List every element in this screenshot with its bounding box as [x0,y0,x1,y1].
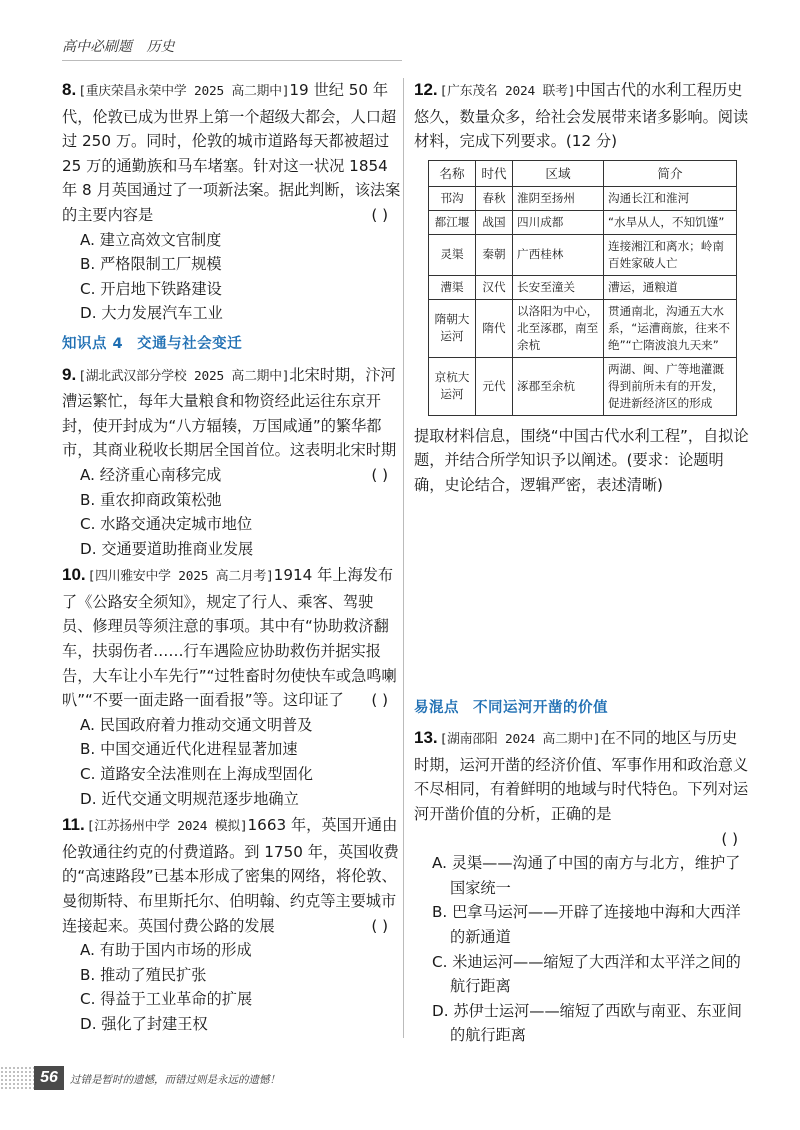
cell-intro: “水旱从人，不知饥馑” [604,210,737,234]
question-number: 9. [62,364,77,384]
cell-era: 春秋 [476,186,513,210]
question-stem: 中国古代的水利工程历史悠久，数量众多，给社会发展带来诸多影响。阅读材料，完成下列要求。(12 分) [414,81,749,151]
column-divider [403,78,404,1038]
option-a: A. 建立高效文官制度 [80,230,222,249]
header-name: 名称 [429,160,476,186]
cell-era: 汉代 [476,275,513,299]
cell-era: 战国 [476,210,513,234]
water-projects-table [428,160,737,416]
question-source: [广东茂名 2024 联考] [439,84,576,99]
option-d: D. 大力发展汽车工业 [80,304,223,323]
right-column [414,78,752,1050]
option-d: D. 交通要道助推商业发展 [80,539,254,558]
option-c: C. 米迪运河——缩短了大西洋和太平洋之间的航行距离 [432,952,741,996]
question-number: 10. [62,565,86,585]
question-source: [重庆荣昌永荣中学 2025 高二期中] [78,84,290,99]
option-a: A. 有助于国内市场的形成 [80,941,252,960]
section-title: 交通与社会变迁 [137,335,243,352]
header-intro: 简介 [604,160,737,186]
cell-area: 四川成都 [513,210,604,234]
option-d: D. 近代交通文明规范逐步地确立 [80,789,299,808]
question-stem: 在不同的地区与历史时期，运河开凿的经济价值、军事作用和政治意义不尽相同，有着鲜明的地域与时代特色。下列对运河开凿价值的分析，正确的是 [414,729,749,823]
question-source: [湖北武汉部分学校 2025 高二期中] [78,368,290,384]
option-b: B. 巴拿马运河——开辟了连接地中海和大西洋的新通道 [432,903,741,946]
table-header-row [429,160,737,186]
question-source: [四川雅安中学 2025 高二月考] [87,569,274,585]
cell-intro: 贯通南北，沟通五大水系，“运漕商旅，往来不绝”“亡隋波浪九天来” [604,299,737,357]
page-header [62,36,402,61]
question-stem: 北宋时期，汴河漕运繁忙，每年大量粮食和物资经此运往东京开封，使开封成为“八方辐辏，万国咸通”的繁华都市，其商业税收长期居全国首位。这表明北宋时期 [62,365,397,460]
cell-name: 漕渠 [429,275,476,299]
question-9 [62,363,402,562]
answer-bracket: ( ) [721,829,738,848]
cell-intro: 沟通长江和淮河 [604,186,737,210]
option-b: B. 推动了殖民扩张 [80,965,207,984]
answer-bracket: ( ) [371,691,388,710]
header-area: 区域 [513,160,604,186]
table-row [429,186,737,210]
question-number: 13. [414,728,438,748]
question-10 [62,563,402,811]
question-source: [江苏扬州中学 2024 模拟] [86,819,248,835]
answer-space [414,500,752,690]
question-stem: 1914 年上海发布了《公路安全须知》，规定了行人、乘客、驾驶员、修理员等须注意的事项。其中有“协助救济翻车，扶弱伤者……行车遇险应协助救伤并据实报告，大车让小车先行”“过牲畜时勿使快车或急鸣喇叭”“不要一面走路一面看报”等。这印证了 [62,566,397,710]
question-number: 8. [62,80,77,99]
cell-area: 淮阴至扬州 [513,186,604,210]
option-c: C. 开启地下铁路建设 [80,279,222,298]
section-label: 知识点 4 [62,335,124,352]
cell-era: 隋代 [476,299,513,357]
option-c: C. 得益于工业革命的扩展 [80,990,253,1009]
answer-bracket: ( ) [371,916,388,935]
option-b: B. 中国交通近代化进程显著加速 [80,740,298,759]
table-row [429,299,737,357]
table-row [429,275,737,299]
cell-area: 长安至潼关 [513,275,604,299]
option-d: D. 强化了封建王权 [80,1014,208,1033]
table-row [429,234,737,275]
section-title: 不同运河开凿的价值 [473,699,608,716]
section-label: 易混点 [414,699,459,716]
left-column [62,78,402,1039]
page-number: 56 [34,1066,64,1090]
subject-title: 历史 [146,39,175,55]
section-heading-4 [62,332,402,357]
question-13 [414,726,752,1048]
question-source: [湖南邵阳 2024 高二期中] [439,732,601,748]
option-c: C. 水路交通决定城市地位 [80,515,253,534]
question-task: 提取材料信息，围绕“中国古代水利工程”，自拟论题，并结合所学知识予以阐述。(要求：论题明确，史论结合，逻辑严密，表述清晰) [414,426,749,494]
footer-motto: 过错是暂时的遗憾，而错过则是永远的遗憾！ [70,1074,280,1086]
question-number: 11. [62,815,85,835]
question-number: 12. [414,80,438,99]
cell-area: 广西桂林 [513,234,604,275]
header-era: 时代 [476,160,513,186]
question-stem: 19 世纪 50 年代，伦敦已成为世界上第一个超级大都会，人口超过 250 万。同时，伦敦的城市道路每天都被超过 25 万的通勤族和马车堵塞。针对这一状况 1854 年 8 月英国通过了一项新法案。据此判断，该法案的主要内容是 [62,81,401,224]
answer-bracket: ( ) [371,465,388,484]
cell-name: 邗沟 [429,186,476,210]
question-12 [414,78,752,498]
cell-intro: 连接湘江和离水；岭南百姓家破人亡 [604,234,737,275]
cell-area: 以洛阳为中心，北至涿郡，南至余杭 [513,299,604,357]
cell-intro: 漕运，通粮道 [604,275,737,299]
option-d: D. 苏伊士运河——缩短了西欧与南亚、东亚间的航行距离 [432,1001,742,1045]
confusion-heading [414,696,752,721]
cell-intro: 两湖、闽、广等地灌溉得到前所未有的开发，促进新经济区的形成 [604,357,737,415]
option-b: B. 重农抑商政策松弛 [80,490,222,509]
cell-name: 隋朝大运河 [429,299,476,357]
question-11 [62,813,402,1036]
page-footer [0,1060,800,1100]
footer-dot-pattern [0,1066,34,1090]
option-a: A. 经济重心南移完成 [80,465,222,484]
cell-era: 秦朝 [476,234,513,275]
table-row [429,210,737,234]
answer-bracket: ( ) [371,205,388,224]
question-stem: 1663 年，英国开通由伦敦通往约克的付费道路。到 1750 年，英国收费的“高速路段”已基本形成了密集的网络，将伦敦、曼彻斯特、布里斯托尔、伯明翰、约克等主要城市连接起来。英国付费公路的发展 [62,816,399,935]
book-title: 高中必刷题 [62,39,132,55]
cell-name: 灵渠 [429,234,476,275]
question-8 [62,78,402,326]
option-c: C. 道路安全法准则在上海成型固化 [80,765,313,784]
cell-name: 都江堰 [429,210,476,234]
option-b: B. 严格限制工厂规模 [80,255,222,274]
cell-area: 涿郡至余杭 [513,357,604,415]
option-a: A. 灵渠——沟通了中国的南方与北方，维护了国家统一 [432,854,741,897]
cell-era: 元代 [476,357,513,415]
table-row [429,357,737,415]
option-a: A. 民国政府着力推动交通文明普及 [80,715,313,734]
cell-name: 京杭大运河 [429,357,476,415]
